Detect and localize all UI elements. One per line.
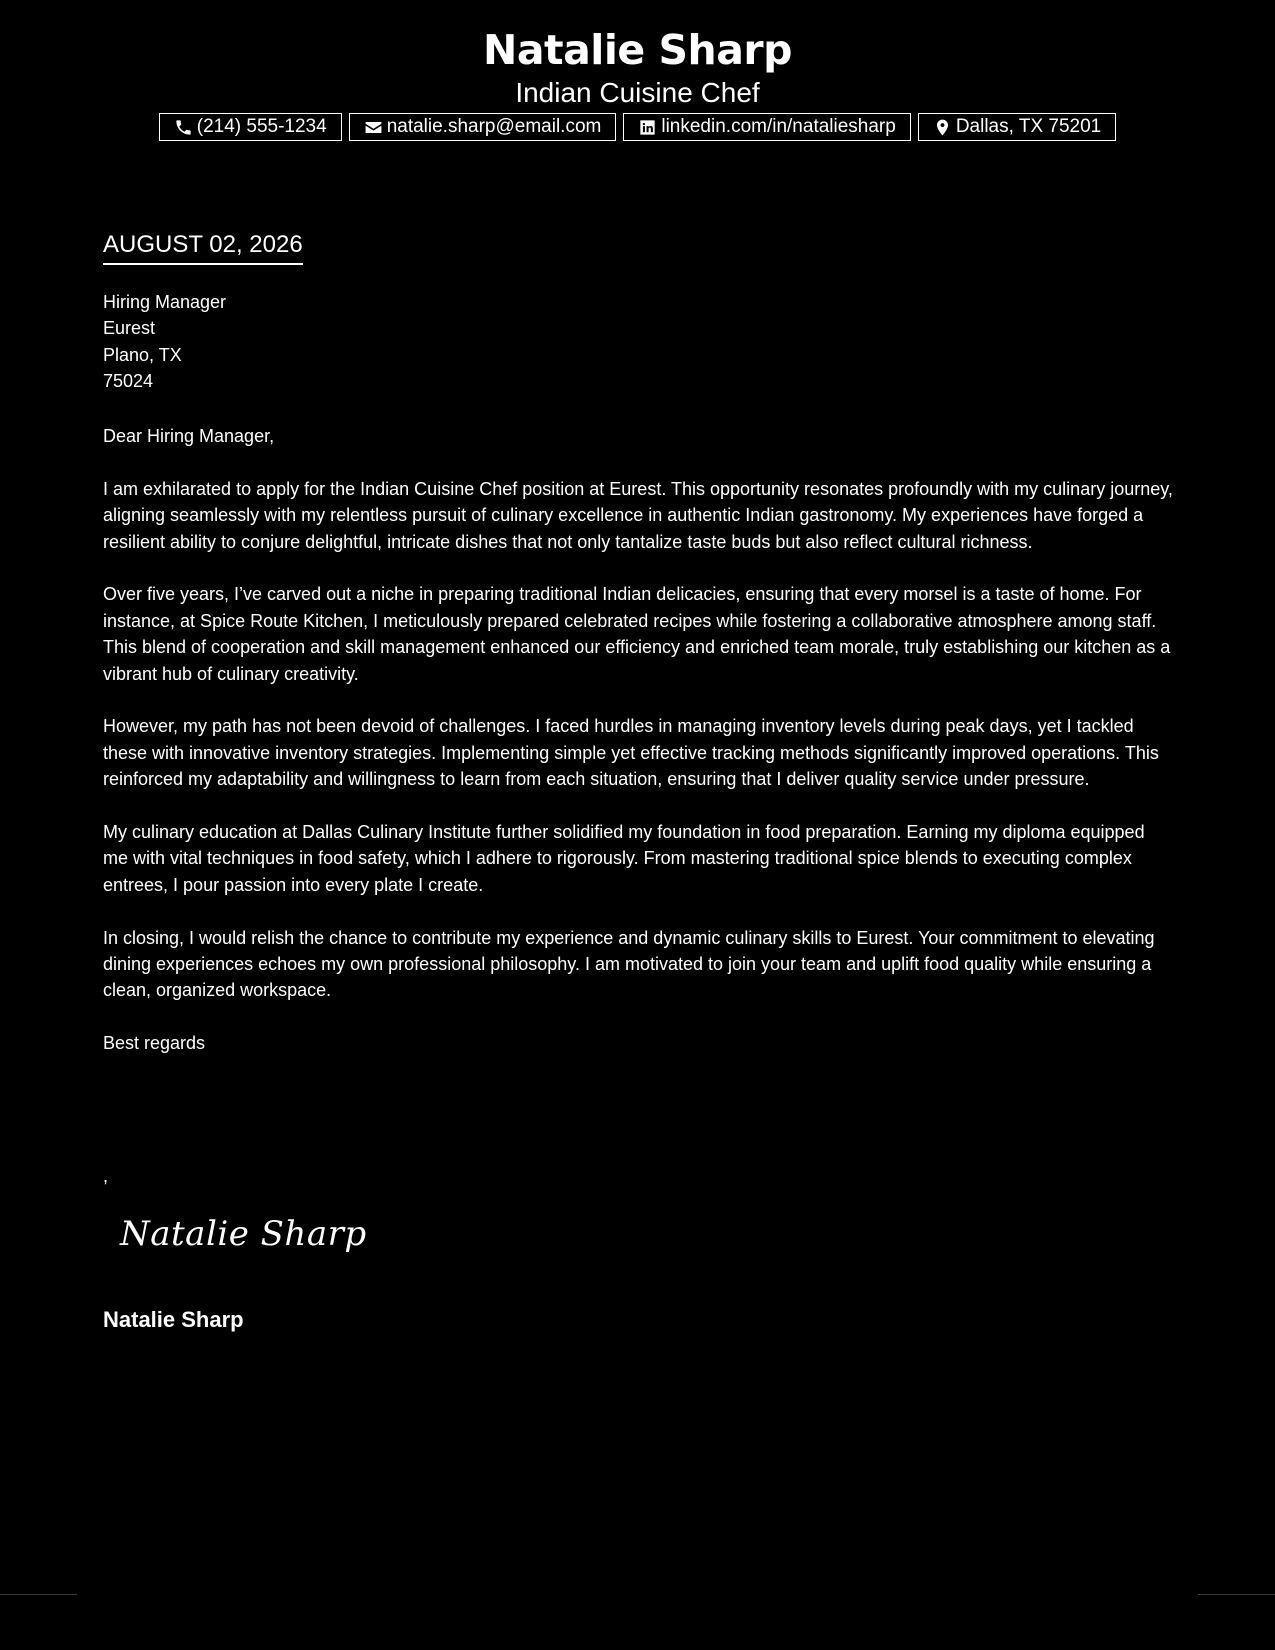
body-paragraph: My culinary education at Dallas Culinary Institute further solidified my foundation in food preparation. Earning my diploma equipped me with vital techniques in food safety, which I adhere to rigorously. From mastering traditional spice blends to executing complex entrees, I pour passion into every plate I create. [103, 822, 1145, 895]
contact-phone[interactable] [159, 113, 342, 141]
location-text: Dallas, TX 75201 [955, 116, 1102, 137]
applicant-name: Natalie Sharp [483, 26, 792, 74]
recipient-block [103, 289, 226, 395]
recipient-line: Plano, TX [103, 344, 182, 365]
linkedin-icon [638, 118, 657, 137]
salutation: Dear Hiring Manager, [103, 426, 275, 446]
body-paragraph: However, my path has not been devoid of challenges. I faced hurdles in managing inventory levels during peak days, yet I tackled these with innovative inventory strategies. Implementing simple yet effective tracking methods significantly improved operations. This reinforced my adaptability and willingness to learn from each situation, ensuring that I deliver quality service under pressure. [103, 716, 1159, 790]
letter-date: AUGUST 02, 2026 [103, 230, 303, 265]
handwritten-signature: Natalie Sharp [120, 1214, 367, 1254]
recipient-line: Hiring Manager [103, 292, 227, 312]
envelope-icon [364, 118, 383, 137]
body-paragraph: Over five years, I’ve carved out a niche in preparing traditional Indian delicacies, ensuring that every morsel is a taste of home. For instance, at Spice Route Kitchen, I meticulously prepared celebrated recipes while fostering a collaborative atmosphere among staff. This blend of cooperation and skill management enhanced our efficiency and enriched team morale, truly establishing our kitchen as a vibrant hub of culinary creativity. [103, 584, 1171, 684]
contact-bar [0, 113, 1275, 141]
recipient-line: Eurest [103, 318, 156, 339]
letter-body [103, 423, 1173, 1083]
map-pin-icon [933, 118, 952, 137]
contact-email[interactable] [349, 113, 617, 141]
letter-header [0, 24, 1275, 110]
closing-comma: , [103, 1166, 109, 1186]
recipient-line: 75024 [103, 371, 154, 392]
phone-text: (214) 555-1234 [196, 116, 327, 137]
contact-location[interactable] [918, 113, 1116, 141]
footer-divider-left [0, 1594, 77, 1595]
body-paragraph: In closing, I would relish the chance to contribute my experience and dynamic culinary skills to Eurest. Your commitment to elevating dining experiences echoes my own professional philosophy. I am motivated to join your team and uplift food quality while ensuring a clean, organized workspace. [103, 927, 1155, 1001]
footer-divider-right [1198, 1594, 1275, 1595]
signer-name: Natalie Sharp [103, 1307, 244, 1332]
email-text: natalie.sharp@email.com [386, 116, 602, 137]
applicant-title: Indian Cuisine Chef [515, 77, 760, 108]
linkedin-text: linkedin.com/in/nataliesharp [661, 116, 896, 137]
contact-linkedin[interactable] [623, 113, 910, 141]
body-paragraph: I am exhilarated to apply for the Indian Cuisine Chef position at Eurest. This opportunity resonates profoundly with my culinary journey, aligning seamlessly with my relentless pursuit of culinary excellence in authentic Indian gastronomy. My experiences have forged a resilient ability to conjure delightful, intricate dishes that not only tantalize taste buds but also reflect cultural richness. [103, 478, 1173, 552]
closing: Best regards [103, 1033, 206, 1054]
phone-icon [174, 118, 193, 137]
